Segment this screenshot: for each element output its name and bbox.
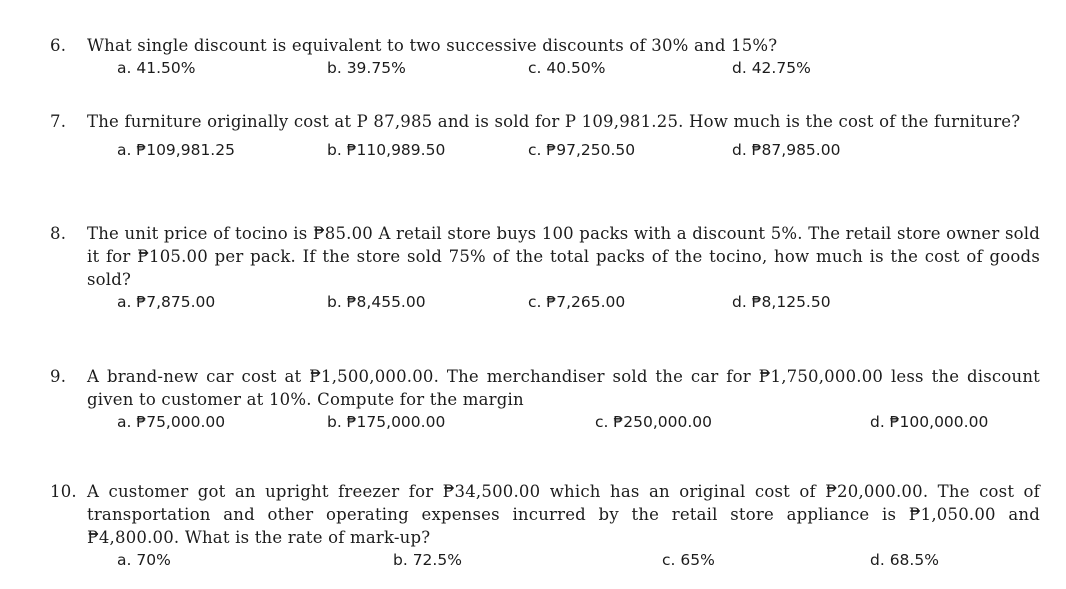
answer-choices xyxy=(50,549,1040,572)
answer-choices xyxy=(50,57,1040,80)
choice-c: c. ₱7,265.00 xyxy=(528,293,626,311)
question-text: What single discount is equivalent to two successive discounts of 30% and 15%? xyxy=(87,36,778,55)
choice-b: b. ₱8,455.00 xyxy=(327,293,426,311)
choice-c: c. 65% xyxy=(662,551,715,569)
choice-a: a. ₱109,981.25 xyxy=(117,141,235,159)
choice-b: b. 39.75% xyxy=(327,59,406,77)
question-8 xyxy=(50,222,1040,314)
answer-choices xyxy=(50,139,1040,162)
question-text: A brand-new car cost at ₱1,500,000.00. The merchandiser sold the car for ₱1,750,000.00 less the discount given to customer at 10%. Compute for the margin xyxy=(87,367,1040,409)
choice-d: d. ₱8,125.50 xyxy=(732,293,831,311)
choice-a: a. ₱75,000.00 xyxy=(117,413,226,431)
question-text: The furniture originally cost at P 87,985 and is sold for P 109,981.25. How much is the cost of the furniture? xyxy=(87,112,1021,131)
choice-c: c. ₱97,250.50 xyxy=(528,141,636,159)
choice-b: b. ₱110,989.50 xyxy=(327,141,446,159)
choice-b: b. ₱175,000.00 xyxy=(327,413,446,431)
question-6 xyxy=(50,34,1040,80)
question-number: 7. xyxy=(50,112,67,131)
choice-a: a. 41.50% xyxy=(117,59,196,77)
question-9 xyxy=(50,365,1040,434)
choice-a: a. 70% xyxy=(117,551,171,569)
choice-c: c. 40.50% xyxy=(528,59,606,77)
choice-a: a. ₱7,875.00 xyxy=(117,293,216,311)
choice-d: d. 42.75% xyxy=(732,59,811,77)
question-number: 6. xyxy=(50,36,67,55)
question-number: 8. xyxy=(50,224,67,243)
question-number: 9. xyxy=(50,367,67,386)
choice-c: c. ₱250,000.00 xyxy=(595,413,712,431)
choice-d: d. ₱100,000.00 xyxy=(870,413,989,431)
choice-d: d. 68.5% xyxy=(870,551,939,569)
question-text: The unit price of tocino is ₱85.00 A retail store buys 100 packs with a discount 5%. The retail store owner sold it for ₱105.00 per pack. If the store sold 75% of the total packs of the tocino, how much is the cost of goods sold? xyxy=(87,224,1040,289)
question-10 xyxy=(50,480,1040,572)
answer-choices xyxy=(50,411,1040,434)
answer-choices xyxy=(50,291,1040,314)
question-text: A customer got an upright freezer for ₱34,500.00 which has an original cost of ₱20,000.00. The cost of transportation and other operating expenses incurred by the retail store appliance is ₱1,050.00 and ₱4,800.00. What is the rate of mark-up? xyxy=(87,482,1040,547)
question-7 xyxy=(50,110,1040,162)
question-number: 10. xyxy=(50,482,77,501)
choice-b: b. 72.5% xyxy=(393,551,462,569)
choice-d: d. ₱87,985.00 xyxy=(732,141,841,159)
